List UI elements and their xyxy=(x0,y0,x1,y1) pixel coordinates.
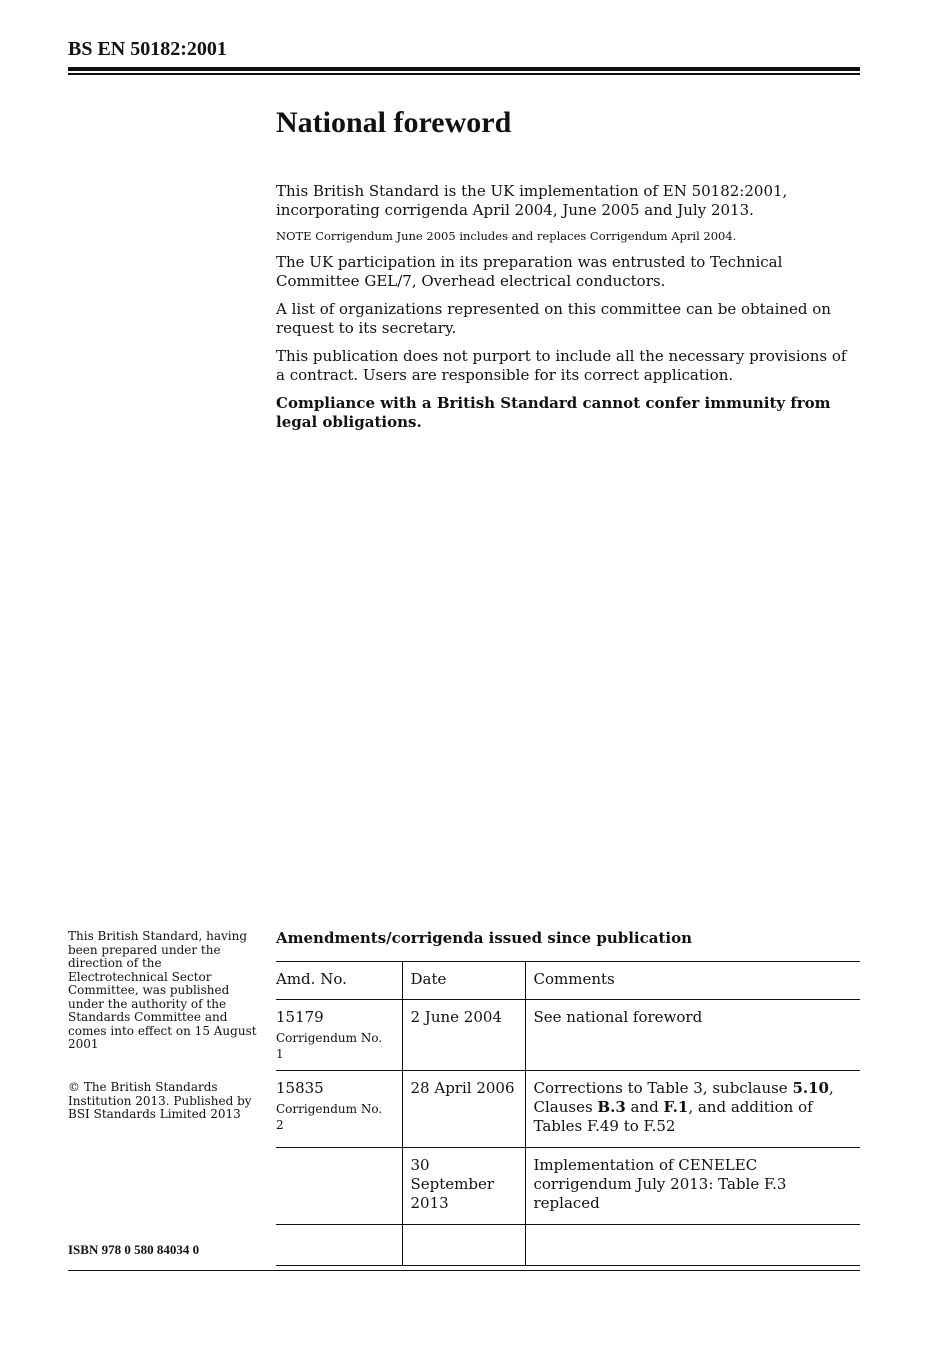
comment-text: , Clauses xyxy=(533,1079,834,1116)
foreword-paragraph-compliance: Compliance with a British Standard cannot confer immunity from legal obligations. xyxy=(276,394,831,431)
header-rule-thin xyxy=(68,73,860,75)
amd-no-cell xyxy=(276,1000,402,1071)
sidebar-prepared-text: This British Standard, having been prepared under the direction of the Electrotechnical Sector Committee, was published under the authority of the Standards Committee and comes into effect on 15 August 2001 xyxy=(68,929,257,1051)
sidebar-publication-info xyxy=(68,930,258,1052)
table-row xyxy=(276,1148,860,1225)
amendments-heading: Amendments/corrigenda issued since publication xyxy=(276,929,692,947)
column-header-date: Date xyxy=(402,962,525,1000)
amd-no-cell xyxy=(276,1148,402,1225)
page-title: National foreword xyxy=(276,106,512,139)
foreword-paragraph-provisions: This publication does not purport to include all the necessary provisions of a contract. Users are responsible for its correct application. xyxy=(276,347,847,384)
sidebar-copyright-text: © The British Standards Institution 2013. Published by BSI Standards Limited 2013 xyxy=(68,1080,252,1121)
column-header-comments: Comments xyxy=(525,962,860,1000)
date-cell xyxy=(402,1225,525,1266)
foreword-note: NOTE Corrigendum June 2005 includes and replaces Corrigendum April 2004. xyxy=(276,229,737,243)
comment-text: Corrections to Table 3, subclause xyxy=(533,1079,793,1097)
isbn: ISBN 978 0 580 84034 0 xyxy=(68,1242,200,1257)
comment-cell xyxy=(525,1225,860,1266)
amd-no: 15179 xyxy=(276,1008,324,1026)
comment-cell: See national foreword xyxy=(525,1000,860,1071)
date-cell: 28 April 2006 xyxy=(402,1071,525,1148)
comment-cell: Implementation of CENELEC corrigendum July 2013: Table F.3 replaced xyxy=(525,1148,860,1225)
table-row xyxy=(276,1071,860,1148)
foreword-paragraph-participation: The UK participation in its preparation was entrusted to Technical Committee GEL/7, Overhead electrical conductors. xyxy=(276,253,783,290)
foreword-body xyxy=(276,182,860,441)
amd-no: 15835 xyxy=(276,1079,324,1097)
foreword-paragraph-organizations: A list of organizations represented on this committee can be obtained on request to its secretary. xyxy=(276,300,831,337)
column-header-amd-no: Amd. No. xyxy=(276,962,402,1000)
footer-rule xyxy=(68,1270,860,1271)
date-cell: 2 June 2004 xyxy=(402,1000,525,1071)
document-id: BS EN 50182:2001 xyxy=(68,38,227,60)
sidebar-copyright xyxy=(68,1081,258,1122)
table-row xyxy=(276,1225,860,1266)
corrigendum-label: Corrigendum No. 2 xyxy=(276,1102,383,1132)
amendments-header-row xyxy=(276,962,860,1000)
table-row xyxy=(276,1000,860,1071)
foreword-paragraph-implementation: This British Standard is the UK implementation of EN 50182:2001, incorporating corrigenda April 2004, June 2005 and July 2013. xyxy=(276,182,788,219)
corrigendum-label: Corrigendum No. 1 xyxy=(276,1031,383,1061)
comment-cell xyxy=(525,1071,860,1148)
comment-ref-subclause: 5.10 xyxy=(792,1079,829,1097)
amendments-table xyxy=(276,961,860,1266)
comment-ref-clause: B.3 xyxy=(597,1098,626,1116)
comment-ref-clause: F.1 xyxy=(663,1098,689,1116)
comment-text: and xyxy=(625,1098,664,1116)
comment-text: , and addition of Tables F.49 to F.52 xyxy=(533,1098,813,1135)
date-cell: 30 September 2013 xyxy=(402,1148,525,1225)
header-rule-thick xyxy=(68,67,860,71)
amd-no-cell xyxy=(276,1225,402,1266)
amd-no-cell xyxy=(276,1071,402,1148)
